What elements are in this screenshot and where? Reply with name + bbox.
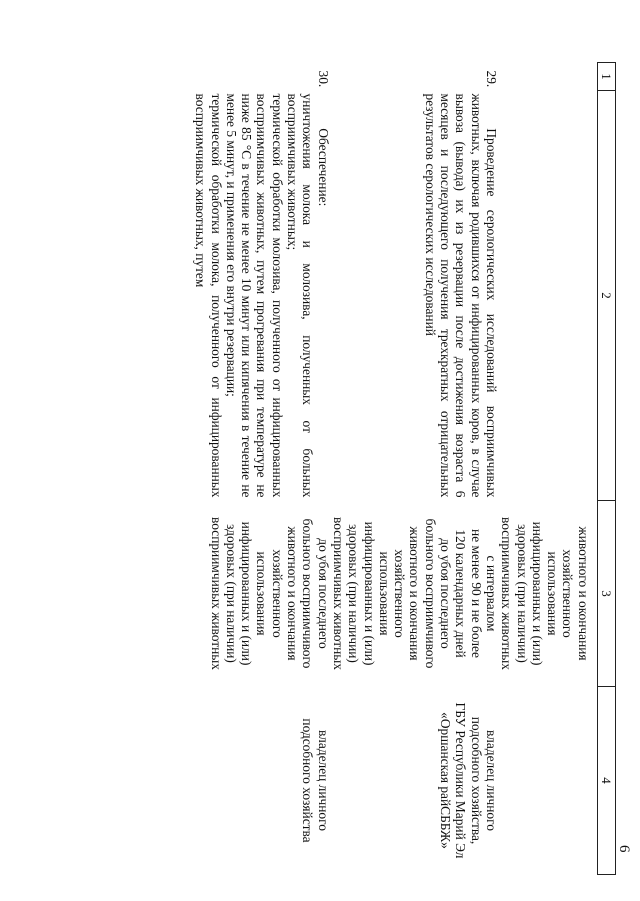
table-row-30 xyxy=(193,63,331,875)
measure-text: Обеспечение: xyxy=(315,128,331,207)
measure-text: Проведение серологических исследований восприимчивых животных, включая родившихся от инфицированных коров, в случае вывоза (вывода) их из резервации после достижения возраста 6 месяцев и последующего получения трехкратных отрицательных результатов серологических исследований xyxy=(422,93,499,498)
measures-table xyxy=(193,62,616,875)
column-header-3: 3 xyxy=(597,501,615,687)
row-period-29: с интервалом не менее 90 и не более 120 календарных дней до убоя последнего больного восприимчивого животного и окончания хозяйственного использования инфицированных и (или) здоровых (при наличии) восприимчивых животных xyxy=(330,516,499,670)
header-row xyxy=(597,63,615,875)
page-number: 6 xyxy=(616,845,632,853)
carryover-responsible-cell xyxy=(499,687,597,875)
measure-text: термической обработки молозива, полученного от инфицированных восприимчивых животных, путем прогревания при температуре не ниже 85 °С в течение не менее 10 минут или кипячения в течение не менее 5 минут, и применения его внутри резервации; xyxy=(223,93,285,498)
column-header-2: 2 xyxy=(597,91,615,501)
table-row-carryover xyxy=(499,63,597,875)
row-responsible-30: владелец личного подсобного хозяйства xyxy=(300,718,331,843)
table-row-29 xyxy=(331,63,499,875)
measure-text: термической обработки молока, полученного от инфицированных восприимчивых животных, путем xyxy=(193,93,224,498)
row-number-30: 30. xyxy=(315,70,331,88)
carryover-number-cell xyxy=(499,63,597,91)
row-description-30 xyxy=(193,91,331,501)
row-period-30: до убоя последнего больного восприимчивого животного и окончания хозяйственного использования инфицированных и (или) здоровых (при наличии) восприимчивых животных xyxy=(208,516,331,670)
row-responsible-29: владелец личного подсобного хозяйства, ГБУ Республики Марий Эл «Оршанская райСББЖ» xyxy=(438,702,499,859)
column-header-1: 1 xyxy=(597,63,615,91)
table-header xyxy=(597,63,615,875)
measure-text: уничтожения молока и молозива, полученных от больных восприимчивых животных; xyxy=(285,93,316,498)
carryover-period-cell: животного и окончания хозяйственного использования инфицированных и (или) здоровых (при наличии) восприимчивых животных xyxy=(499,516,591,670)
row-number-29: 29. xyxy=(483,70,499,88)
carryover-description-cell xyxy=(499,91,597,501)
column-header-4: 4 xyxy=(597,687,615,875)
row-description-29 xyxy=(331,91,499,501)
